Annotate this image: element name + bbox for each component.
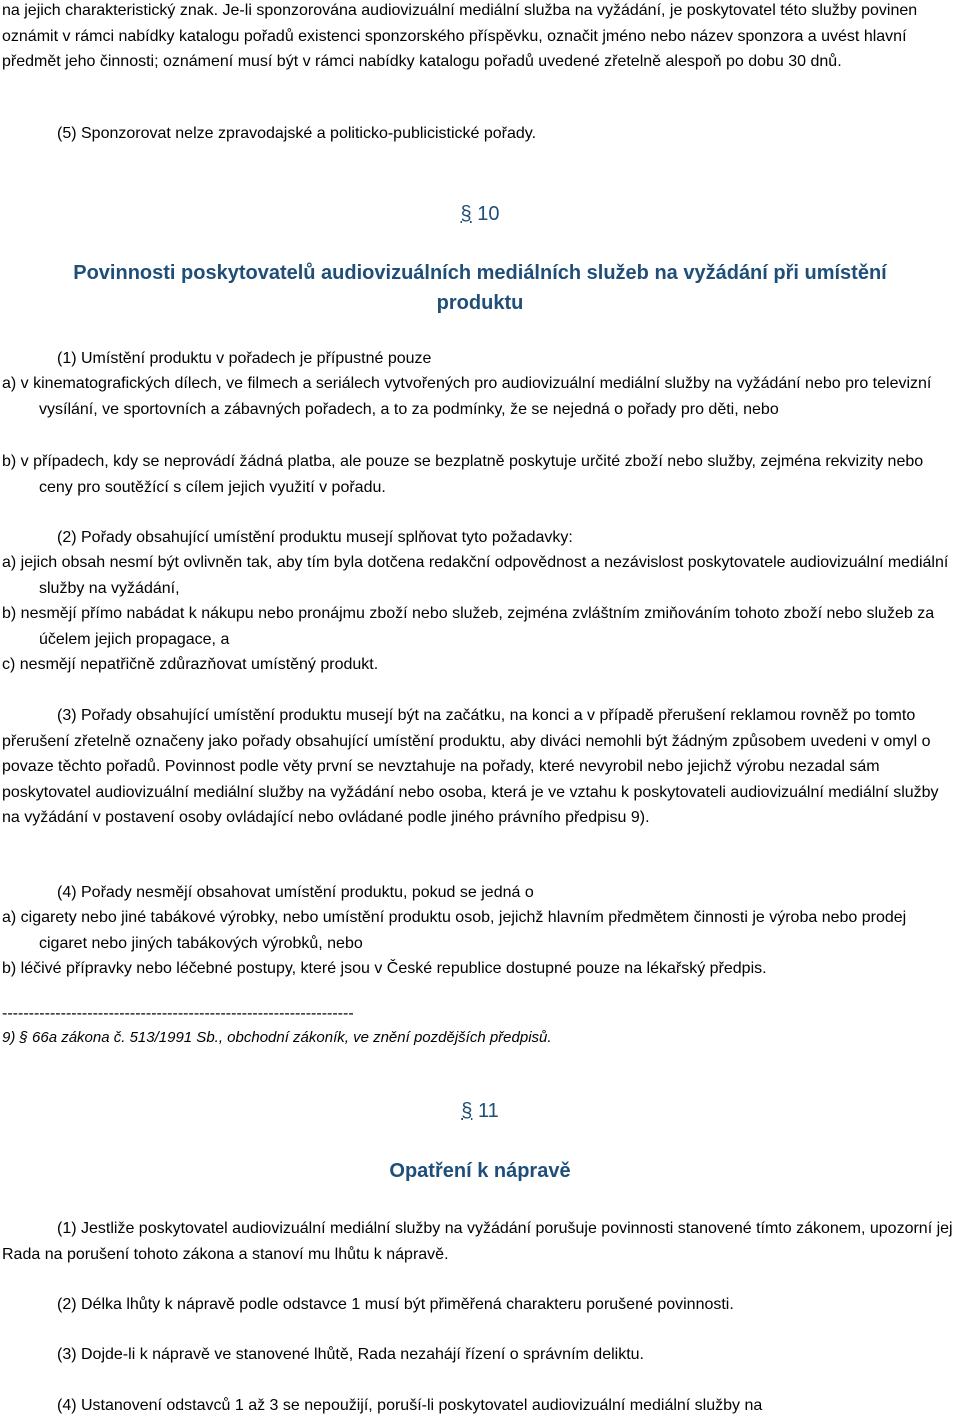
s11-paragraph-4: (4) Ustanovení odstavců 1 až 3 se nepoužijí, poruší-li poskytovatel audiovizuální mediální služby na [57, 1397, 763, 1414]
section-number: 11 [477, 1100, 499, 1122]
footnote-9: 9) § 66a zákona č. 513/1991 Sb., obchodní zákoník, ve znění pozdějších předpisů. [2, 1029, 552, 1046]
paragraph-5: (5) Sponzorovat nelze zpravodajské a politicko-publicistické pořady. [57, 125, 537, 142]
section-11-number [0, 1097, 960, 1125]
section-11-title: Opatření k nápravě [389, 1160, 571, 1182]
continuation-paragraph: na jejich charakteristický znak. Je-li sponzorována audiovizuální mediální služba na vyžádání, je poskytovatel této služby povinen oznámit v rámci nabídky katalogu pořadů existenci sponzorského příspěvku, označit jméno nebo název sponzora a uvést hlavní předmět jeho činnosti; oznámení musí být v rámci nabídky katalogu pořadů uvedené zřetelně alespoň po dobu 30 dnů. [2, 2, 918, 70]
s10-paragraph-4-item-a: a) cigarety nebo jiné tabákové výrobky, nebo umístění produktu osob, jejichž hlavním předmětem činnosti je výroba nebo prodej cigaret nebo jiných tabákových výrobků, nebo [2, 909, 907, 952]
s10-paragraph-1: (1) Umístění produktu v pořadech je přípustné pouze [57, 350, 432, 367]
s10-paragraph-1-item-b: b) v případech, kdy se neprovádí žádná platba, ale pouze se bezplatně poskytuje určité zboží nebo služby, zejména rekvizity nebo ceny pro soutěžící s cílem jejich využití v pořadu. [2, 453, 924, 496]
s10-paragraph-3: (3) Pořady obsahující umístění produktu musejí být na začátku, na konci a v případě přerušení reklamou rovněž po tomto přerušení zřetelně označeny jako pořady obsahující umístění produktu, aby diváci nemohli být žádným způsobem uvedeni v omyl o povaze těchto pořadů. Povinnost podle věty první se nevztahuje na pořady, které nevyrobil nebo jejichž výrobu nezadal sám poskytovatel audiovizuální mediální služby na vyžádání nebo osoba, která je ve vztahu k poskytovateli audiovizuální mediální služby na vyžádání v postavení osoby ovládající nebo ovládané podle jiného právního předpisu 9). [2, 707, 939, 826]
section-10-number [0, 200, 960, 228]
section-10-title: Povinnosti poskytovatelů audiovizuálních mediálních služeb na vyžádání při umístění produktu [73, 262, 887, 314]
s11-paragraph-3: (3) Dojde-li k nápravě ve stanovené lhůtě, Rada nezahájí řízení o správním deliktu. [57, 1346, 644, 1363]
s10-paragraph-2: (2) Pořady obsahující umístění produktu musejí splňovat tyto požadavky: [57, 529, 573, 546]
s10-paragraph-2-item-c: c) nesmějí nepatřičně zdůrazňovat umístěný produkt. [2, 656, 379, 673]
section-number: 10 [477, 203, 500, 225]
s11-paragraph-2: (2) Délka lhůty k nápravě podle odstavce 1 musí být přiměřená charakteru porušené povinnosti. [57, 1296, 734, 1313]
s10-paragraph-2-item-b: b) nesmějí přímo nabádat k nákupu nebo pronájmu zboží nebo služeb, zejména zvláštním zmiňováním tohoto zboží nebo služeb za účelem jejich propagace, a [2, 605, 935, 648]
footnote-separator: ------------------------------------------------------------------ [2, 1005, 354, 1022]
section-symbol: § [460, 203, 472, 225]
section-symbol: § [461, 1100, 473, 1122]
s10-paragraph-4-item-b: b) léčivé přípravky nebo léčebné postupy, které jsou v České republice dostupné pouze na lékařský předpis. [2, 960, 767, 977]
s11-paragraph-1: (1) Jestliže poskytovatel audiovizuální mediální služby na vyžádání porušuje povinnosti stanovené tímto zákonem, upozorní jej Rada na porušení tohoto zákona a stanoví mu lhůtu k nápravě. [2, 1220, 953, 1263]
s10-paragraph-2-item-a: a) jejich obsah nesmí být ovlivněn tak, aby tím byla dotčena redakční odpovědnost a nezávislost poskytovatele audiovizuální mediální služby na vyžádání, [2, 554, 949, 597]
s10-paragraph-4: (4) Pořady nesmějí obsahovat umístění produktu, pokud se jedná o [57, 884, 534, 901]
s10-paragraph-1-item-a: a) v kinematografických dílech, ve filmech a seriálech vytvořených pro audiovizuální mediální služby na vyžádání nebo pro televizní vysílání, ve sportovních a zábavných pořadech, a to za podmínky, že se nejedná o pořady pro děti, nebo [2, 375, 932, 418]
